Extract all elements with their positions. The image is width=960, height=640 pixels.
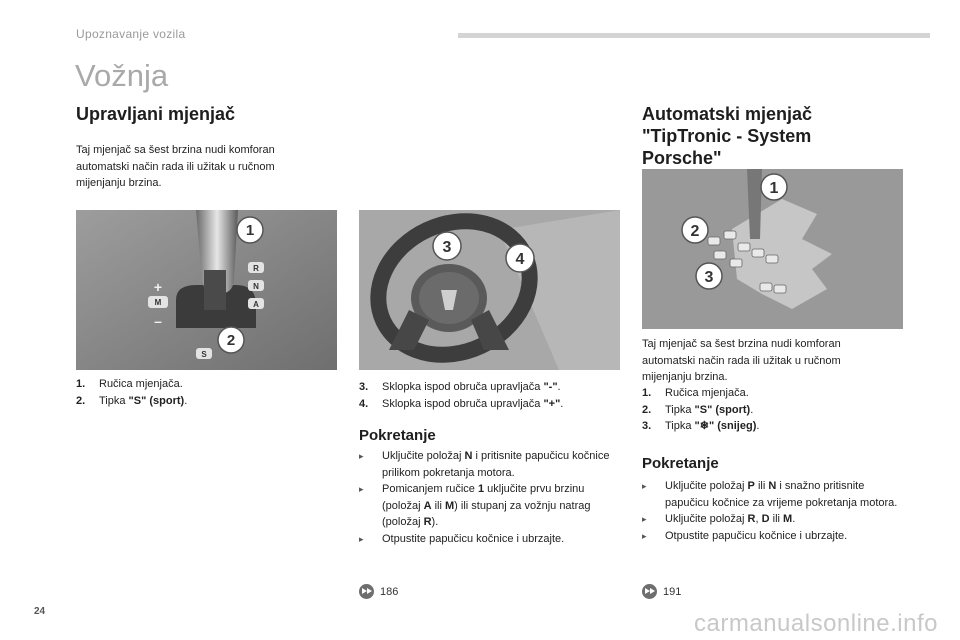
automatic-lever-image (642, 169, 903, 329)
manual-gearbox-heading: Upravljani mjenjač (76, 104, 236, 124)
arrow-right-icon: ▸ (642, 481, 647, 491)
svg-text:R: R (253, 264, 259, 273)
callout-1: 1 (769, 180, 779, 197)
manual-start-steps (359, 448, 621, 547)
callout-3: 3 (704, 269, 714, 286)
arrow-right-icon: ▸ (359, 451, 364, 461)
automatic-start-steps (642, 478, 902, 544)
page-link-icon (359, 584, 374, 599)
svg-text:N: N (253, 282, 259, 291)
manual-start-heading: Pokretanje (359, 427, 436, 444)
gear-lever-image (76, 210, 337, 370)
page-ref-191[interactable]: 191 (642, 584, 681, 599)
page-number: 24 (34, 606, 46, 617)
steering-wheel-image (359, 210, 620, 370)
manual-intro: Taj mjenjač sa šest brzina nudi komforan automatski način rada ili užitak u ručnom mijenjanju brzina. (76, 144, 275, 189)
legend-item: 3. Tipka "❄" (snijeg). (642, 420, 760, 432)
svg-text:+: + (153, 279, 163, 295)
page-link-icon (642, 584, 657, 599)
svg-text:M: M (154, 298, 162, 307)
automatic-legend (642, 385, 902, 435)
legend-1 (76, 376, 336, 409)
page-ref-186[interactable]: 186 (359, 584, 398, 599)
step-item: ▸ Pomicanjem ručice 1 uključite prvu brzinu (položaj A ili M) ili stupanj za vožnju natrag (položaj R). (359, 483, 591, 528)
automatic-intro: Taj mjenjač sa šest brzina nudi komforan automatski način rada ili užitak u ručnom mijenjanju brzina. (642, 338, 841, 383)
page-title: Vožnja (75, 58, 169, 93)
callout-4: 4 (515, 251, 525, 268)
step-item: ▸ Uključite položaj R, D ili M. (642, 511, 902, 528)
watermark: carmanualsonline.info (694, 610, 938, 637)
svg-text:–: – (154, 313, 162, 329)
legend-2 (359, 379, 621, 412)
legend-item: 1. Ručica mjenjača. (76, 378, 183, 390)
legend-item: 1. Ručica mjenjača. (642, 387, 749, 399)
arrow-right-icon: ▸ (642, 514, 647, 524)
step-item: ▸ Otpustite papučicu kočnice i ubrzajte. (642, 528, 902, 545)
arrow-right-icon: ▸ (642, 530, 647, 541)
svg-text:A: A (253, 300, 259, 309)
legend-item: 4. Sklopka ispod obruča upravljača "+". (359, 397, 564, 410)
callout-2: 2 (226, 332, 236, 349)
legend-item: 2. Tipka "S" (sport). (76, 394, 188, 407)
header-divider (458, 33, 930, 38)
legend-item: 2. Tipka "S" (sport). (642, 403, 754, 416)
arrow-right-icon: ▸ (359, 533, 364, 544)
callout-3: 3 (442, 239, 452, 256)
section-header: Upoznavanje vozila (76, 27, 186, 41)
svg-text:S: S (201, 350, 207, 359)
callout-1: 1 (245, 222, 255, 239)
callout-2: 2 (690, 223, 700, 240)
legend-item: 3. Sklopka ispod obruča upravljača "-". (359, 381, 561, 393)
automatic-start-heading: Pokretanje (642, 455, 719, 472)
step-item: ▸ Uključite položaj P ili N i snažno pritisnite papučicu kočnice za vrijeme pokretanja motora. (642, 480, 898, 509)
step-item: ▸ Otpustite papučicu kočnice i ubrzajte. (359, 531, 621, 548)
automatic-gearbox-heading: Automatski mjenjač "TipTronic - System Porsche" (642, 104, 813, 168)
step-item: ▸ Uključite položaj N i pritisnite papučicu kočnice prilikom pokretanja motora. (359, 450, 610, 479)
arrow-right-icon: ▸ (359, 484, 364, 494)
